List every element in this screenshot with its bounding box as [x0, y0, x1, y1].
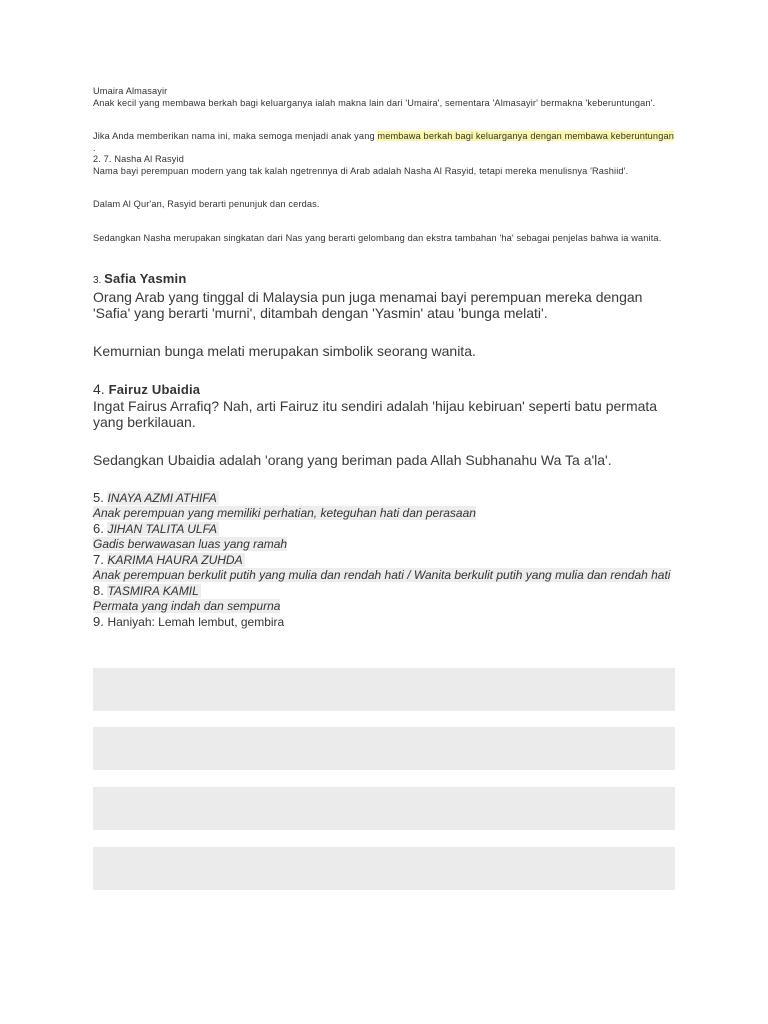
- list-item-title: [93, 552, 675, 568]
- umaira-wish-text: Jika Anda memberikan nama ini, maka semoga menjadi anak yang: [93, 131, 378, 141]
- nasha-explanation: Sedangkan Nasha merupakan singkatan dari Nas yang berarti gelombang dan ekstra tambahan 'ha' sebagai penjelas bahwa ia wanita.: [93, 232, 662, 243]
- highlighted-text: membawa berkah bagi keluarganya dengan membawa keberuntungan: [377, 131, 674, 141]
- list-item-desc: [93, 506, 675, 521]
- list-item-number: 8.: [93, 583, 108, 598]
- list-item-number: 6.: [93, 521, 108, 536]
- umaira-title: Umaira Almasayir: [93, 86, 168, 96]
- list-item-desc: [93, 599, 675, 614]
- list-item-title: [93, 521, 675, 537]
- fairuz-title: Fairuz Ubaidia: [108, 382, 201, 397]
- placeholder-block: [93, 727, 675, 770]
- placeholder-block: [93, 847, 675, 890]
- safia-title: Safia Yasmin: [104, 271, 187, 286]
- fairuz-section: [93, 381, 675, 468]
- list-item-text: Haniyah: Lemah lembut, gembira: [107, 615, 285, 629]
- safia-heading: [93, 270, 675, 289]
- list-item-title: [93, 583, 675, 599]
- list-item-number: 5.: [93, 490, 108, 505]
- list-item-title: [93, 490, 675, 506]
- umaira-meaning: Anak kecil yang membawa berkah bagi keluarganya ialah makna lain dari 'Umaira', sementara 'Almasayir' bermakna 'keberuntungan'.: [93, 97, 656, 108]
- intro-section: [93, 86, 675, 244]
- safia-symbol: Kemurnian bunga melati merupakan simbolik seorang wanita.: [93, 343, 476, 359]
- list-item-desc: [93, 537, 675, 552]
- safia-meaning: Orang Arab yang tinggal di Malaysia pun juga menamai bayi perempuan mereka dengan 'Safia' yang berarti 'murni', ditambah dengan 'Yasmin' atau 'bunga melati'.: [93, 289, 643, 321]
- fairuz-heading: [93, 381, 675, 398]
- list-item-meaning: Anak perempuan berkulit putih yang mulia dan rendah hati / Wanita berkulit putih yang mulia dan rendah hati: [93, 568, 671, 582]
- umaira-wish-end: .: [93, 142, 96, 153]
- list-item-meaning: Permata yang indah dan sempurna: [93, 599, 281, 613]
- list-item-name: KARIMA HAURA ZUHDA: [107, 553, 243, 567]
- fairuz-number: 4.: [93, 381, 109, 397]
- safia-number: 3.: [93, 275, 105, 286]
- list-item-meaning: Gadis berwawasan luas yang ramah: [93, 537, 288, 551]
- list-item-number: 9.: [93, 614, 108, 629]
- list-item-name: JIHAN TALITA ULFA: [107, 522, 218, 536]
- safia-section: [93, 270, 675, 359]
- ubaidia-meaning: Sedangkan Ubaidia adalah 'orang yang beriman pada Allah Subhanahu Wa Ta a'la'.: [93, 452, 612, 468]
- list-item-meaning: Anak perempuan yang memiliki perhatian, keteguhan hati dan perasaan: [93, 506, 476, 520]
- nasha-meaning: Nama bayi perempuan modern yang tak kalah ngetrennya di Arab adalah Nasha Al Rasyid, tetapi mereka menulisnya 'Rashiid'.: [93, 165, 629, 176]
- placeholder-block: [93, 668, 675, 711]
- rasyid-meaning: Dalam Al Qur'an, Rasyid berarti penunjuk dan cerdas.: [93, 199, 320, 209]
- document-page: [93, 86, 675, 630]
- list-item-name: INAYA AZMI ATHIFA: [107, 491, 217, 505]
- name-list: [93, 490, 675, 630]
- nasha-title: 2. 7. Nasha Al Rasyid: [93, 154, 184, 164]
- list-item-name: TASMIRA KAMIL: [107, 584, 199, 598]
- fairuz-meaning: Ingat Fairus Arrafiq? Nah, arti Fairuz itu sendiri adalah 'hijau kebiruan' seperti batu permata yang berkilauan.: [93, 398, 658, 430]
- umaira-wish: [93, 131, 675, 154]
- list-item-last: [93, 614, 675, 630]
- list-item-number: 7.: [93, 552, 108, 567]
- list-item-desc: [93, 568, 675, 583]
- placeholder-block: [93, 787, 675, 830]
